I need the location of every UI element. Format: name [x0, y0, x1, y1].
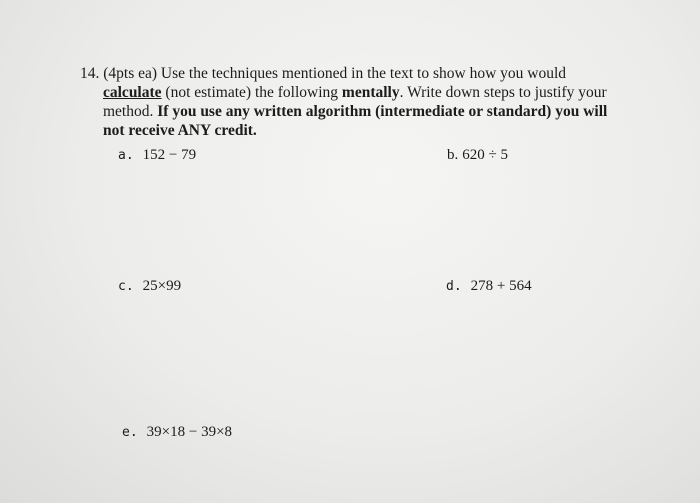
part-b-expression: 620 ÷ 5 [462, 147, 508, 163]
part-c-expression: 25×99 [142, 278, 182, 294]
instruction-line-4 [80, 121, 640, 140]
part-c [118, 278, 181, 295]
instruction-text-2a: (not estimate) the following [165, 84, 339, 101]
part-d-expression: 278 + 564 [470, 278, 532, 294]
part-d-label: d. [446, 279, 462, 294]
warning-text-2: not receive ANY credit. [103, 122, 257, 139]
part-e-expression: 39×18 − 39×8 [146, 424, 233, 440]
part-b-label: b. [447, 147, 459, 163]
instruction-text-3a: method. [103, 103, 154, 120]
part-e-label: e. [122, 425, 138, 440]
part-a-expression: 152 − 79 [142, 147, 197, 163]
instruction-line-3 [80, 102, 640, 121]
part-d [446, 278, 532, 295]
calculate-emphasis: calculate [103, 84, 162, 101]
points-note: (4pts ea) [103, 65, 158, 82]
part-a [118, 147, 196, 164]
part-a-label: a. [118, 148, 134, 163]
instruction-line-1 [80, 64, 640, 83]
part-c-label: c. [118, 279, 134, 294]
mentally-emphasis: mentally [341, 84, 400, 101]
problem-number: 14. [80, 65, 100, 82]
problem-14-instructions [80, 64, 640, 140]
instruction-line-2 [80, 83, 640, 102]
part-e [122, 424, 232, 441]
part-b [447, 147, 508, 164]
warning-text-1: If you use any written algorithm (intermediate or standard) you will [157, 103, 608, 120]
instruction-text-2b: . Write down steps to justify your [399, 84, 607, 101]
instruction-text-1: Use the techniques mentioned in the text to show how you would [160, 65, 567, 82]
